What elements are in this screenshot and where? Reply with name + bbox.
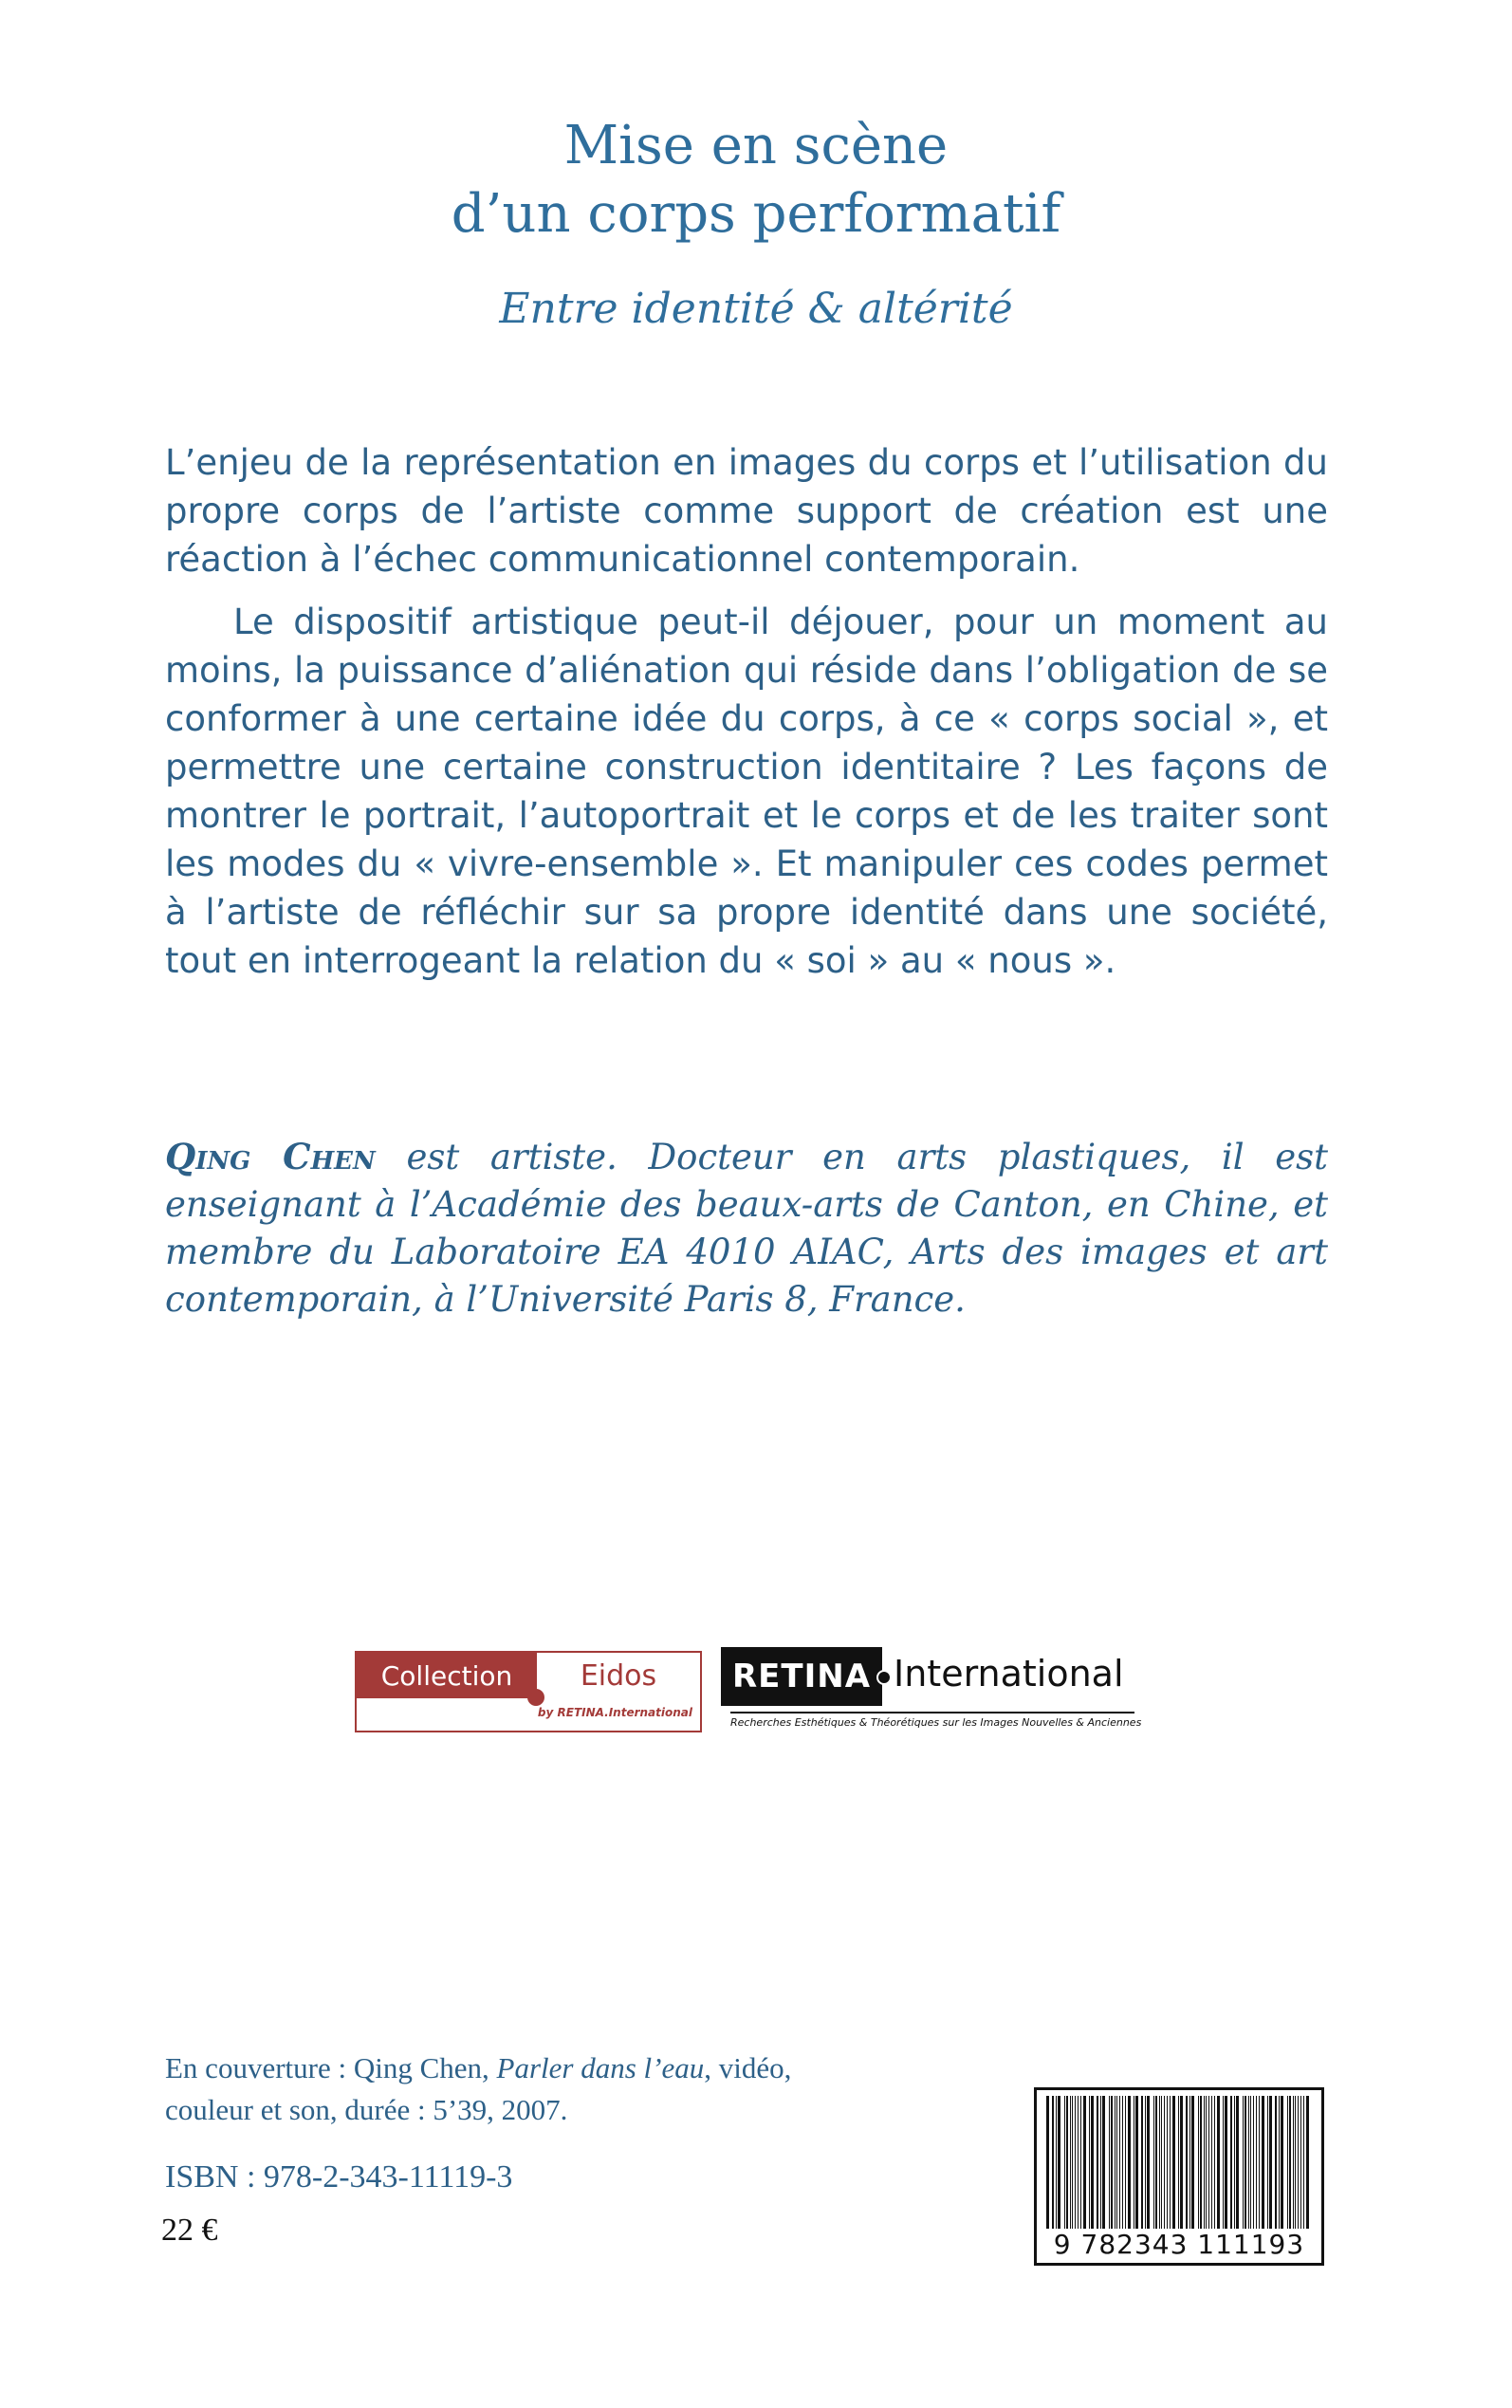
barcode-bar	[1281, 2096, 1283, 2229]
barcode-bar	[1147, 2096, 1150, 2229]
barcode-bar	[1223, 2096, 1224, 2229]
barcode-bar	[1189, 2096, 1190, 2229]
barcode-bar	[1293, 2096, 1294, 2229]
book-subtitle: Entre identité & altérité	[499, 285, 1013, 333]
barcode-bar	[1262, 2096, 1264, 2229]
barcode-bar	[1256, 2096, 1257, 2229]
collection-eidos-logo	[355, 1651, 702, 1732]
collection-label: Collection	[357, 1653, 537, 1698]
barcode-bar	[1155, 2096, 1157, 2229]
barcode-bar	[1122, 2096, 1123, 2229]
barcode-bar	[1070, 2096, 1071, 2229]
barcode-bar	[1046, 2096, 1049, 2229]
author-bio	[165, 1133, 1328, 1324]
barcode-bar	[1159, 2096, 1160, 2229]
barcode-bar	[1052, 2096, 1054, 2229]
retina-name: RETINA	[721, 1647, 882, 1706]
barcode-bar	[1245, 2096, 1246, 2229]
barcode-bar	[1111, 2096, 1113, 2229]
barcode-bar	[1066, 2096, 1068, 2229]
barcode-bar	[1056, 2096, 1057, 2229]
barcode-bar	[1267, 2096, 1268, 2229]
isbn: ISBN : 978-2-343-11119-3	[165, 2159, 513, 2195]
credit-suffix: , vidéo, couleur et son, durée : 5’39, 2007.	[165, 2051, 792, 2126]
cover-credit	[165, 2047, 829, 2131]
barcode-bar	[1198, 2096, 1199, 2229]
barcode-bar	[1287, 2096, 1288, 2229]
credit-prefix: En couverture : Qing Chen,	[165, 2051, 497, 2084]
barcode-bar	[1186, 2096, 1188, 2229]
summary-paragraph-2: Le dispositif artistique peut-il déjouer, pour un moment au moins, la puissance d’aliénation qui réside dans l’obligation de se conformer à une certaine idée du corps, à ce « corps social », et permettre une certaine construction identitaire ? Les façons de montrer le portrait, l’autoportrait et le corps et de les traiter sont les modes du « vivre-ensemble ». Et manipuler ces codes permet à l’artiste de réfléchir sur sa propre identité dans une société, tout en interrogeant la relation du « soi » au « nous ».	[165, 602, 1328, 981]
barcode-bar	[1161, 2096, 1162, 2229]
barcode-bar	[1178, 2096, 1179, 2229]
barcode-bar	[1058, 2096, 1060, 2229]
barcode-bar	[1225, 2096, 1227, 2229]
summary-paragraph-1: L’enjeu de la représentation en images du corps et l’utilisation du propre corps de l’artiste comme support de création est une réaction à l’échec communicationnel contemporain.	[165, 442, 1328, 580]
barcode-bar	[1234, 2096, 1235, 2229]
barcode-bar	[1128, 2096, 1131, 2229]
barcode-bar	[1217, 2096, 1220, 2229]
barcode-bar	[1298, 2096, 1299, 2229]
barcode-bar	[1303, 2096, 1304, 2229]
retina-dot-icon	[876, 1670, 892, 1685]
barcode-bar	[1125, 2096, 1126, 2229]
book-title	[0, 112, 1512, 249]
barcode-bar	[1253, 2096, 1254, 2229]
barcode-bar	[1119, 2096, 1120, 2229]
barcode-bar	[1135, 2096, 1138, 2229]
collection-by-label: by RETINA.International	[537, 1706, 692, 1719]
barcode-bar	[1306, 2096, 1309, 2229]
retina-tagline: Recherches Esthétiques & Théorétiques sur les Images Nouvelles & Anciennes	[730, 1712, 1134, 1729]
barcode-bar	[1191, 2096, 1194, 2229]
barcode-bar	[1180, 2096, 1183, 2229]
barcode-bar	[1145, 2096, 1146, 2229]
barcode-bar	[1214, 2096, 1215, 2229]
barcode-bar	[1300, 2096, 1301, 2229]
barcode-bar	[1100, 2096, 1101, 2229]
barcode-bar	[1269, 2096, 1272, 2229]
barcode-bar	[1243, 2096, 1244, 2229]
barcode-bar	[1295, 2096, 1296, 2229]
barcode-bar	[1091, 2096, 1094, 2229]
barcode-bar	[1204, 2096, 1205, 2229]
barcode-bar	[1259, 2096, 1260, 2229]
barcode-bar	[1083, 2096, 1086, 2229]
barcode-bar	[1064, 2096, 1065, 2229]
barcode-bar	[1075, 2096, 1076, 2229]
barcode	[1034, 2087, 1324, 2266]
barcode-bar	[1072, 2096, 1073, 2229]
barcode-bar	[1167, 2096, 1168, 2229]
retina-suffix: International	[894, 1653, 1124, 1695]
eidos-label: Eidos	[580, 1658, 657, 1693]
barcode-bar	[1115, 2096, 1116, 2229]
barcode-bar	[1289, 2096, 1291, 2229]
barcode-bar	[1279, 2096, 1280, 2229]
barcode-bar	[1080, 2096, 1081, 2229]
barcode-bar	[1248, 2096, 1249, 2229]
barcode-bar	[1206, 2096, 1207, 2229]
barcode-bar	[1236, 2096, 1239, 2229]
barcode-bar	[1078, 2096, 1079, 2229]
price: 22 €	[161, 2213, 218, 2248]
barcode-bar	[1230, 2096, 1232, 2229]
author-bio-text: est artiste. Docteur en arts plastiques, il est enseignant à l’Académie des beaux-arts de Canton, en Chine, et membre du Laboratoire EA 4010 AIAC, Arts des images et art contemporain, à l’Université Paris 8, France.	[165, 1137, 1328, 1320]
barcode-bar	[1170, 2096, 1171, 2229]
credit-work-title: Parler dans l’eau	[496, 2051, 705, 2084]
barcode-bars	[1042, 2096, 1316, 2229]
barcode-bar	[1208, 2096, 1209, 2229]
barcode-bar	[1097, 2096, 1098, 2229]
barcode-bar	[1153, 2096, 1154, 2229]
barcode-bar	[1109, 2096, 1110, 2229]
barcode-bar	[1200, 2096, 1202, 2229]
barcode-bar	[1172, 2096, 1175, 2229]
retina-international-logo	[721, 1647, 1142, 1732]
barcode-bar	[1141, 2096, 1143, 2229]
barcode-bar	[1164, 2096, 1165, 2229]
barcode-number: 9 782343 111193	[1053, 2229, 1305, 2260]
logo-dot-icon	[527, 1689, 544, 1706]
barcode-bar	[1211, 2096, 1212, 2229]
barcode-bar	[1089, 2096, 1090, 2229]
barcode-bar	[1116, 2096, 1117, 2229]
author-name: Qing Chen	[165, 1136, 376, 1177]
title-line-1: Mise en scène	[563, 115, 949, 176]
barcode-bar	[1102, 2096, 1105, 2229]
barcode-bar	[1250, 2096, 1251, 2229]
title-line-2: d’un corps performatif	[451, 183, 1061, 245]
barcode-bar	[1275, 2096, 1277, 2229]
